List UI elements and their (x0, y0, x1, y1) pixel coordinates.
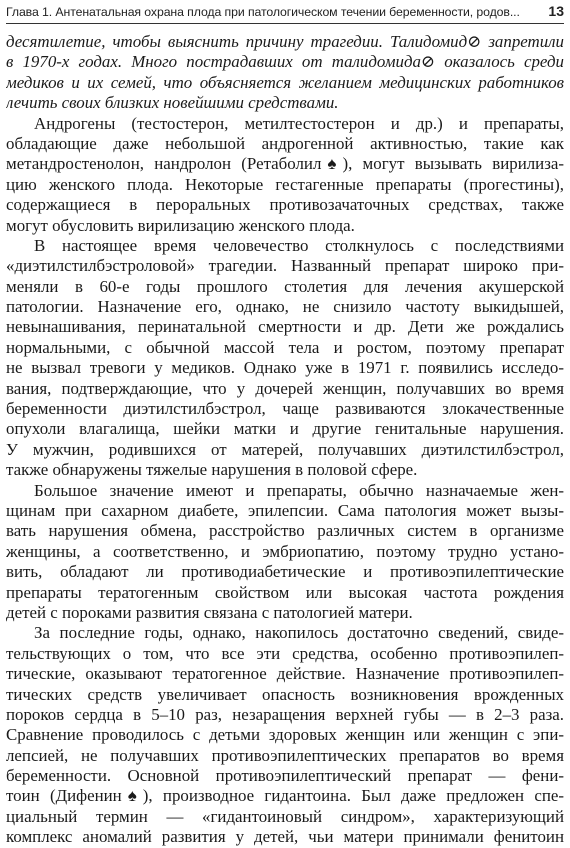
text-line: вить, обладают ли противодиабетические и противоэпилептические (6, 562, 564, 582)
text-line: препараты тератогенным свойством или высокая частота рождения (6, 582, 564, 602)
text-line: За последние годы, однако, накопилось достаточно сведений, свиде- (34, 623, 564, 643)
text-line: лепсией, не получавших противоэпилептических препаратов во время (6, 745, 564, 765)
text-line: вать нарушения обмена, расстройство различных систем в организме (6, 521, 564, 541)
paragraph (6, 32, 564, 114)
text-line: тоин (Дифенин♠), производное гидантоина. Был даже предложен спе- (6, 786, 564, 806)
text-line: пороков сердца в 5–10 раз, незаращения верхней губы — в 2–3 раза. (6, 704, 564, 724)
text-line: лечить своих близких новейшими средствами. (6, 93, 339, 113)
text-line: детей с пороками развития связана с патологией матери. (6, 602, 413, 622)
body-text (6, 32, 564, 848)
text-line: десятилетие, чтобы выяснить причину трагедии. Талидомид⊘ запретили (6, 32, 564, 51)
text-line: В настоящее время человечество столкнулось с последствиями (34, 235, 564, 255)
text-line: также обнаружены тяжелые нарушения в половой сфере. (6, 460, 418, 480)
page-number: 13 (548, 3, 564, 19)
paragraph (6, 481, 564, 624)
chapter-title: Глава 1. Антенатальная охрана плода при патологическом течении беременности, родов... (6, 5, 520, 19)
text-line: Сравнение проводилось с детьми здоровых женщин или женщин с эпи- (6, 725, 564, 745)
running-header (6, 0, 564, 24)
text-line: цию женского плода. Некоторые гестагенные препараты (прогестины), (6, 174, 564, 194)
text-line: комплекс аномалий развития у детей, чьи матери принимали фенитоин (6, 827, 564, 847)
text-line: тельствующих о том, что все эти средства, особенно противоэпилеп- (6, 643, 564, 663)
text-line: У мужчин, родившихся от матерей, получавших диэтилстилбэстрол, (6, 439, 564, 459)
text-line: тические, оказывают тератогенное действие. Назначение противоэпилеп- (6, 664, 564, 684)
text-line: метандростенолон, нандролон (Ретаболил♠), могут вызывать вирилиза- (6, 154, 564, 174)
text-line: обладающие даже небольшой андрогенной активностью, такие как (6, 133, 564, 153)
text-line: Андрогены (тестостерон, метилтестостерон и др.) и препараты, (34, 113, 564, 133)
text-line: беременности диэтилстилбэстрол, чаще развиваются злокачественные (6, 399, 564, 419)
text-line: Большое значение имеют и препараты, обычно назначаемые жен- (34, 480, 564, 500)
text-line: патологии. Назначение его, однако, не снизило частоту выкидышей, (6, 297, 564, 317)
text-line: тических средств увеличивает опасность возникновения врожденных (6, 684, 564, 704)
text-line: невынашивания, перинатальной смертности и др. Дети же рождались (6, 317, 564, 337)
text-line: вания, подтверждающие, что у дочерей женщин, получавших во время (6, 378, 564, 398)
text-line: в 1970-х годах. Много пострадавших от талидомида⊘ оказалось среди (6, 52, 564, 72)
paragraph (6, 236, 564, 481)
text-line: нормальными, с обычной массой тела и ростом, поэтому препарат (6, 337, 564, 357)
paragraph (6, 623, 564, 847)
text-line: меняли в 60-е годы прошлого столетия для лечения акушерской (6, 276, 564, 296)
text-line: «диэтилстилбэстроловой» трагедии. Названный препарат широко при- (6, 256, 564, 276)
text-line: беременности. Основной противоэпилептический препарат — фени- (6, 766, 564, 786)
text-line: могут обусловить вирилизацию женского плода. (6, 215, 355, 235)
paragraph (6, 114, 564, 236)
text-line: не вызвал тревоги у медиков. Однако уже в 1971 г. появились исследо- (6, 358, 564, 378)
text-line: женщины, а соответственно, и эмбриопатию, поэтому трудно устано- (6, 541, 564, 561)
text-line: опухоли влагалища, шейки матки и другие генитальные нарушения. (6, 419, 564, 439)
text-line: циальный термин — «гидантоиновый синдром», характеризующий (6, 806, 564, 826)
text-line: медиков и их семей, что объясняется желанием медицинских работников (6, 72, 564, 92)
text-line: содержащиеся в пероральных противозачаточных средствах, также (6, 195, 564, 215)
text-line: щинам при сахарном диабете, эпилепсии. Сама патология может вызы- (6, 500, 564, 520)
